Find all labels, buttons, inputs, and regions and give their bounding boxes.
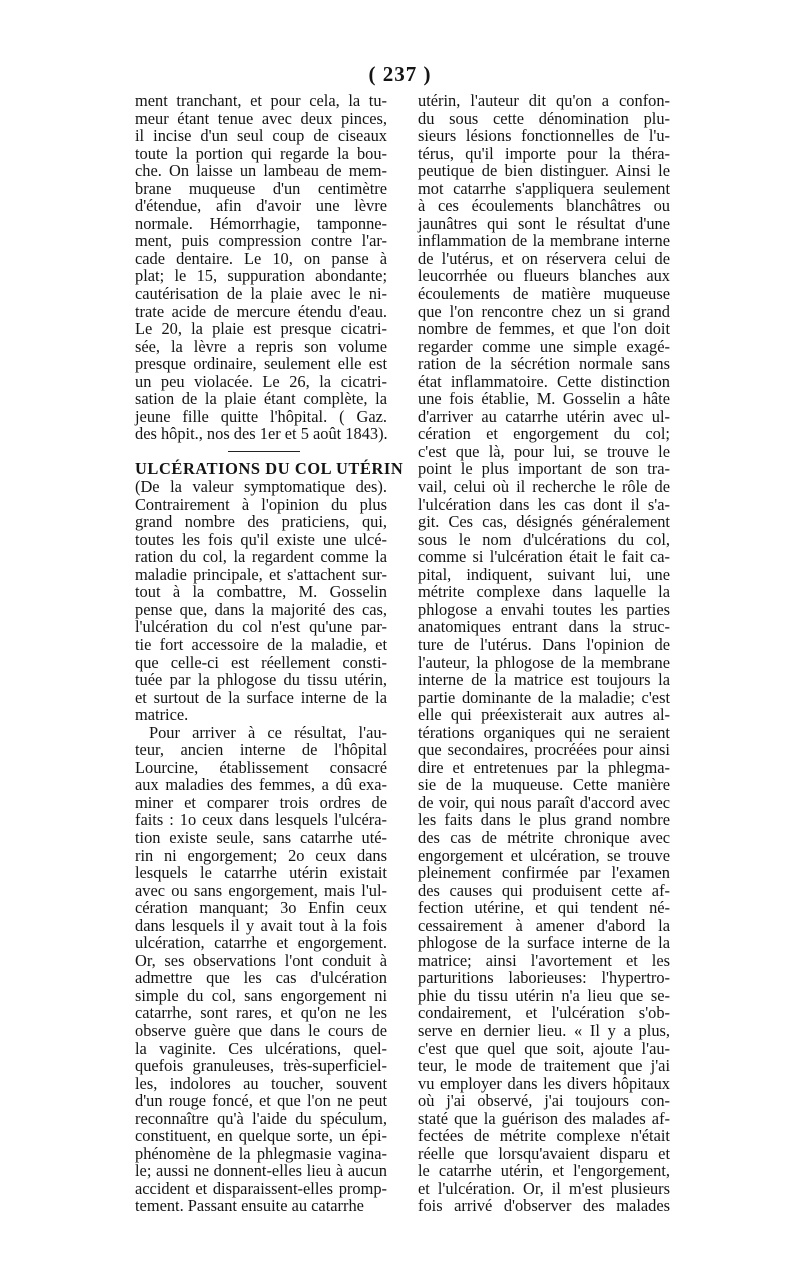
text-line: métrite complexe dans laquelle la — [418, 582, 670, 602]
text-line: git. Ces cas, désignés généralement — [418, 512, 670, 532]
text-line: sous le nom d'ulcérations du col, — [418, 529, 670, 549]
text-line: lesquels le catarrhe utérin existait — [135, 863, 387, 883]
text-line: vu employer dans les divers hôpitaux — [418, 1073, 670, 1093]
text-line: partie dominante de la maladie; c'est — [418, 687, 670, 707]
text-line: peutique de bien distinguer. Ainsi le — [418, 161, 670, 181]
text-line: de l'utérus, et on réservera celui de — [418, 248, 670, 268]
text-line: d'arriver au catarrhe utérin avec ul- — [418, 406, 670, 426]
text-line: phie du tissu utérin n'a lieu que se- — [418, 985, 670, 1005]
text-line: maladie principale, et s'attachent sur- — [135, 564, 387, 584]
text-line: meur étant tenue avec deux pinces, — [135, 108, 387, 128]
text-line: c'est que quel que soit, ajoute l'au- — [418, 1038, 670, 1058]
text-line: l'ulcération du col n'est qu'une par- — [135, 617, 387, 637]
text-line: des cas de métrite chronique avec — [418, 827, 670, 847]
text-line: vail, celui où il recherche le rôle de — [418, 477, 670, 497]
text-line: d'un rouge foncé, et que l'on ne peut — [135, 1091, 387, 1111]
text-line: Contrairement à l'opinion du plus — [135, 494, 387, 514]
text-line: interne de la matrice est toujours la — [418, 670, 670, 690]
text-line: nombre de femmes, et que l'on doit — [418, 319, 670, 339]
text-line: d'étendue, afin d'avoir une lèvre — [135, 196, 387, 216]
text-line: fectées de métrite complexe n'était — [418, 1126, 670, 1146]
text-line: que l'on rencontre chez un si grand — [418, 301, 670, 321]
text-line: ture de l'utérus. Dans l'opinion de — [418, 634, 670, 654]
text-line: cessairement à amener d'abord la — [418, 915, 670, 935]
text-line: c'est que là, pour lui, se trouve le — [418, 441, 670, 461]
text-line: grand nombre des praticiens, qui, — [135, 512, 387, 532]
text-line: quefois granuleuses, très-superficiel- — [135, 1056, 387, 1076]
text-line: tement. Passant ensuite au catarrhe — [135, 1196, 364, 1216]
text-line: sation de la plaie étant complète, la — [135, 389, 387, 409]
text-line: ration du col, la regardent comme la — [135, 547, 387, 567]
text-line: ulcération, catarrhe et engorgement. — [135, 933, 387, 953]
text-line: térations organiques qui ne seraient — [418, 722, 670, 742]
text-line: teur, le mode de traitement que j'ai — [418, 1056, 670, 1076]
text-line: condairement, et l'ulcération s'ob- — [418, 1003, 670, 1023]
text-line: presque ordinaire, seulement elle est — [135, 354, 387, 374]
text-line: anatomiques entrant dans la struc- — [418, 617, 670, 637]
text-line: parturitions laborieuses: l'hypertro- — [418, 968, 670, 988]
text-line: jeune fille quitte l'hôpital. ( Gaz. — [135, 406, 387, 426]
text-line: tout à la combattre, M. Gosselin — [135, 582, 387, 602]
text-line: que secondaires, procréées pour ainsi — [418, 740, 670, 760]
text-line: que celle-ci est réellement consti- — [135, 652, 387, 672]
text-line: admettre que les cas d'ulcération — [135, 968, 387, 988]
text-line: et surtout de la surface interne de la — [135, 687, 387, 707]
text-line: où j'ai observé, j'ai toujours con- — [418, 1091, 670, 1111]
text-line: des causes qui produisent cette af- — [418, 880, 670, 900]
text-line: constituent, en quelque sorte, un épi- — [135, 1126, 387, 1146]
text-line: écoulements de matière muqueuse — [418, 284, 670, 304]
text-line: l'ulcération dans les cas dont il s'a- — [418, 494, 670, 514]
text-line: fection utérine, et qui tendent né- — [418, 898, 670, 918]
text-line: ration de la sécrétion normale sans — [418, 354, 670, 374]
text-line: jaunâtres qui sont le résultat d'une — [418, 213, 670, 233]
text-line: elle qui préexisterait aux autres al- — [418, 705, 670, 725]
text-line: miner et comparer trois ordres de — [135, 792, 387, 812]
text-line: utérin, l'auteur dit qu'on a confon- — [418, 91, 670, 110]
text-line: ment, puis compression contre l'ar- — [135, 231, 387, 251]
text-line: les faits dans le plus grand nombre — [418, 810, 670, 830]
text-line: à ces écoulements blanchâtres ou — [418, 196, 670, 216]
text-line: le catarrhe utérin, et l'engorgement, — [418, 1161, 670, 1181]
text-line: tie fort accessoire de la maladie, et — [135, 634, 387, 654]
text-line: phlogose de la surface interne de la — [418, 933, 670, 953]
text-line: pital, indiquent, suivant lui, une — [418, 564, 670, 584]
text-line: che. On laisse un lambeau de mem- — [135, 161, 387, 181]
text-line: phlogose a envahi toutes les parties — [418, 599, 670, 619]
text-line: normale. Hémorrhagie, tamponne- — [135, 213, 387, 233]
text-line: tuée par la phlogose du tissu utérin, — [135, 670, 387, 690]
text-line: matrice; ainsi l'avortement et les — [418, 950, 670, 970]
text-line: aux maladies des femmes, a dû exa- — [135, 775, 387, 795]
text-line: sée, la lèvre a repris son volume — [135, 336, 387, 356]
page-number: ( 237 ) — [368, 62, 432, 86]
text-line: accident et disparaissent-elles promp- — [135, 1178, 387, 1198]
text-line: observe guère que dans le cours de — [135, 1020, 387, 1040]
text-line: des hôpit., nos des 1er et 5 août 1843). — [135, 424, 388, 444]
text-line: toutes les fois qu'il existe une ulcé- — [135, 529, 387, 549]
text-line: simple du col, sans engorgement ni — [135, 985, 387, 1005]
text-line: regarder comme une simple exagé- — [418, 336, 670, 356]
text-line: le; aussi ne donnent-elles lieu à aucun — [135, 1161, 387, 1181]
text-line: trate acide de mercure étendu d'eau. — [135, 301, 387, 321]
text-line: mot catarrhe s'appliquera seulement — [418, 178, 670, 198]
text-line: dans lesquels il y avait tout à la fois — [135, 915, 387, 935]
text-line: la vaginite. Ces ulcérations, quel- — [135, 1038, 387, 1058]
text-line: comme si l'ulcération était le fait ca- — [418, 547, 670, 567]
text-line: plat; le 15, suppuration abondante; — [135, 266, 387, 286]
text-line: leucorrhée ou flueurs blanches aux — [418, 266, 670, 286]
text-line: teur, ancien interne de l'hôpital — [135, 740, 387, 760]
section-title: ULCÉRATIONS DU COL UTÉRIN — [135, 459, 404, 479]
text-line: avec ou sans engorgement, mais l'ul- — [135, 880, 387, 900]
text-line: rin ni engorgement; 2o ceux dans — [135, 845, 387, 865]
text-line: fois arrivé d'observer des malades — [418, 1196, 670, 1216]
text-line: staté que la guérison des malades af- — [418, 1108, 670, 1128]
text-line: Le 20, la plaie est presque cicatri- — [135, 319, 387, 339]
text-line: Lourcine, établissement consacré — [135, 757, 387, 777]
text-line: faits : 1o ceux dans lesquels l'ulcéra- — [135, 810, 387, 830]
text-line: il incise d'un seul coup de ciseaux — [135, 126, 387, 146]
right-column — [418, 92, 670, 1215]
text-line: cération et engorgement du col; — [418, 424, 670, 444]
text-line: engorgement et ulcération, se trouve — [418, 845, 670, 865]
text-line: réelle que lorsqu'avaient disparu et — [418, 1143, 670, 1163]
text-line: toute la portion qui regarde la bou- — [135, 143, 387, 163]
text-line: térus, qu'il importe pour la théra- — [418, 143, 670, 163]
text-line: et l'ulcération. Or, il m'est plusieurs — [418, 1178, 670, 1198]
text-line: (De la valeur symptomatique des). — [135, 477, 387, 497]
text-line: l'auteur, la phlogose de la membrane — [418, 652, 670, 672]
text-line: reconnaître qu'à l'aide du spéculum, — [135, 1108, 387, 1128]
text-line: serve en dernier lieu. « Il y a plus, — [418, 1020, 670, 1040]
text-line: de voir, qui nous paraît d'accord avec — [418, 792, 670, 812]
text-line: état inflammatoire. Cette distinction — [418, 371, 670, 391]
text-line: dire et entretenues par la phlegma- — [418, 757, 670, 777]
text-line: tion existe seule, sans catarrhe uté- — [135, 827, 387, 847]
left-column — [135, 91, 404, 1216]
text-line: ment tranchant, et pour cela, la tu- — [135, 91, 387, 110]
text-line: point le plus important de son tra- — [418, 459, 670, 479]
text-line: inflammation de la membrane interne — [418, 231, 670, 251]
text-line: matrice. — [135, 705, 189, 725]
text-line: cautérisation de la plaie avec le ni- — [135, 284, 387, 304]
text-line: brane muqueuse d'un centimètre — [135, 178, 387, 198]
text-line: sie de la muqueuse. Cette manière — [418, 775, 670, 795]
text-line: phénomène de la phlegmasie vagina- — [135, 1143, 387, 1163]
text-line: Or, ses observations l'ont conduit à — [135, 950, 387, 970]
text-line: cération manquant; 3o Enfin ceux — [135, 898, 387, 918]
section-divider — [135, 443, 387, 461]
text-line: catarrhe, sont rares, et qu'on ne les — [135, 1003, 387, 1023]
text-line: cade dentaire. Le 10, on panse à — [135, 248, 387, 268]
text-line: un peu violacée. Le 26, la cicatri- — [135, 371, 387, 391]
text-line: pense que, dans la majorité des cas, — [135, 599, 387, 619]
text-line: du sous cette dénomination plu- — [418, 108, 670, 128]
text-line: les, indolores au toucher, souvent — [135, 1073, 387, 1093]
text-line: Pour arriver à ce résultat, l'au- — [149, 722, 387, 742]
text-line: sieurs lésions fonctionnelles de l'u- — [418, 126, 670, 146]
text-line: une fois établie, M. Gosselin a hâte — [418, 389, 670, 409]
text-line: pleinement confirmée par l'examen — [418, 863, 670, 883]
